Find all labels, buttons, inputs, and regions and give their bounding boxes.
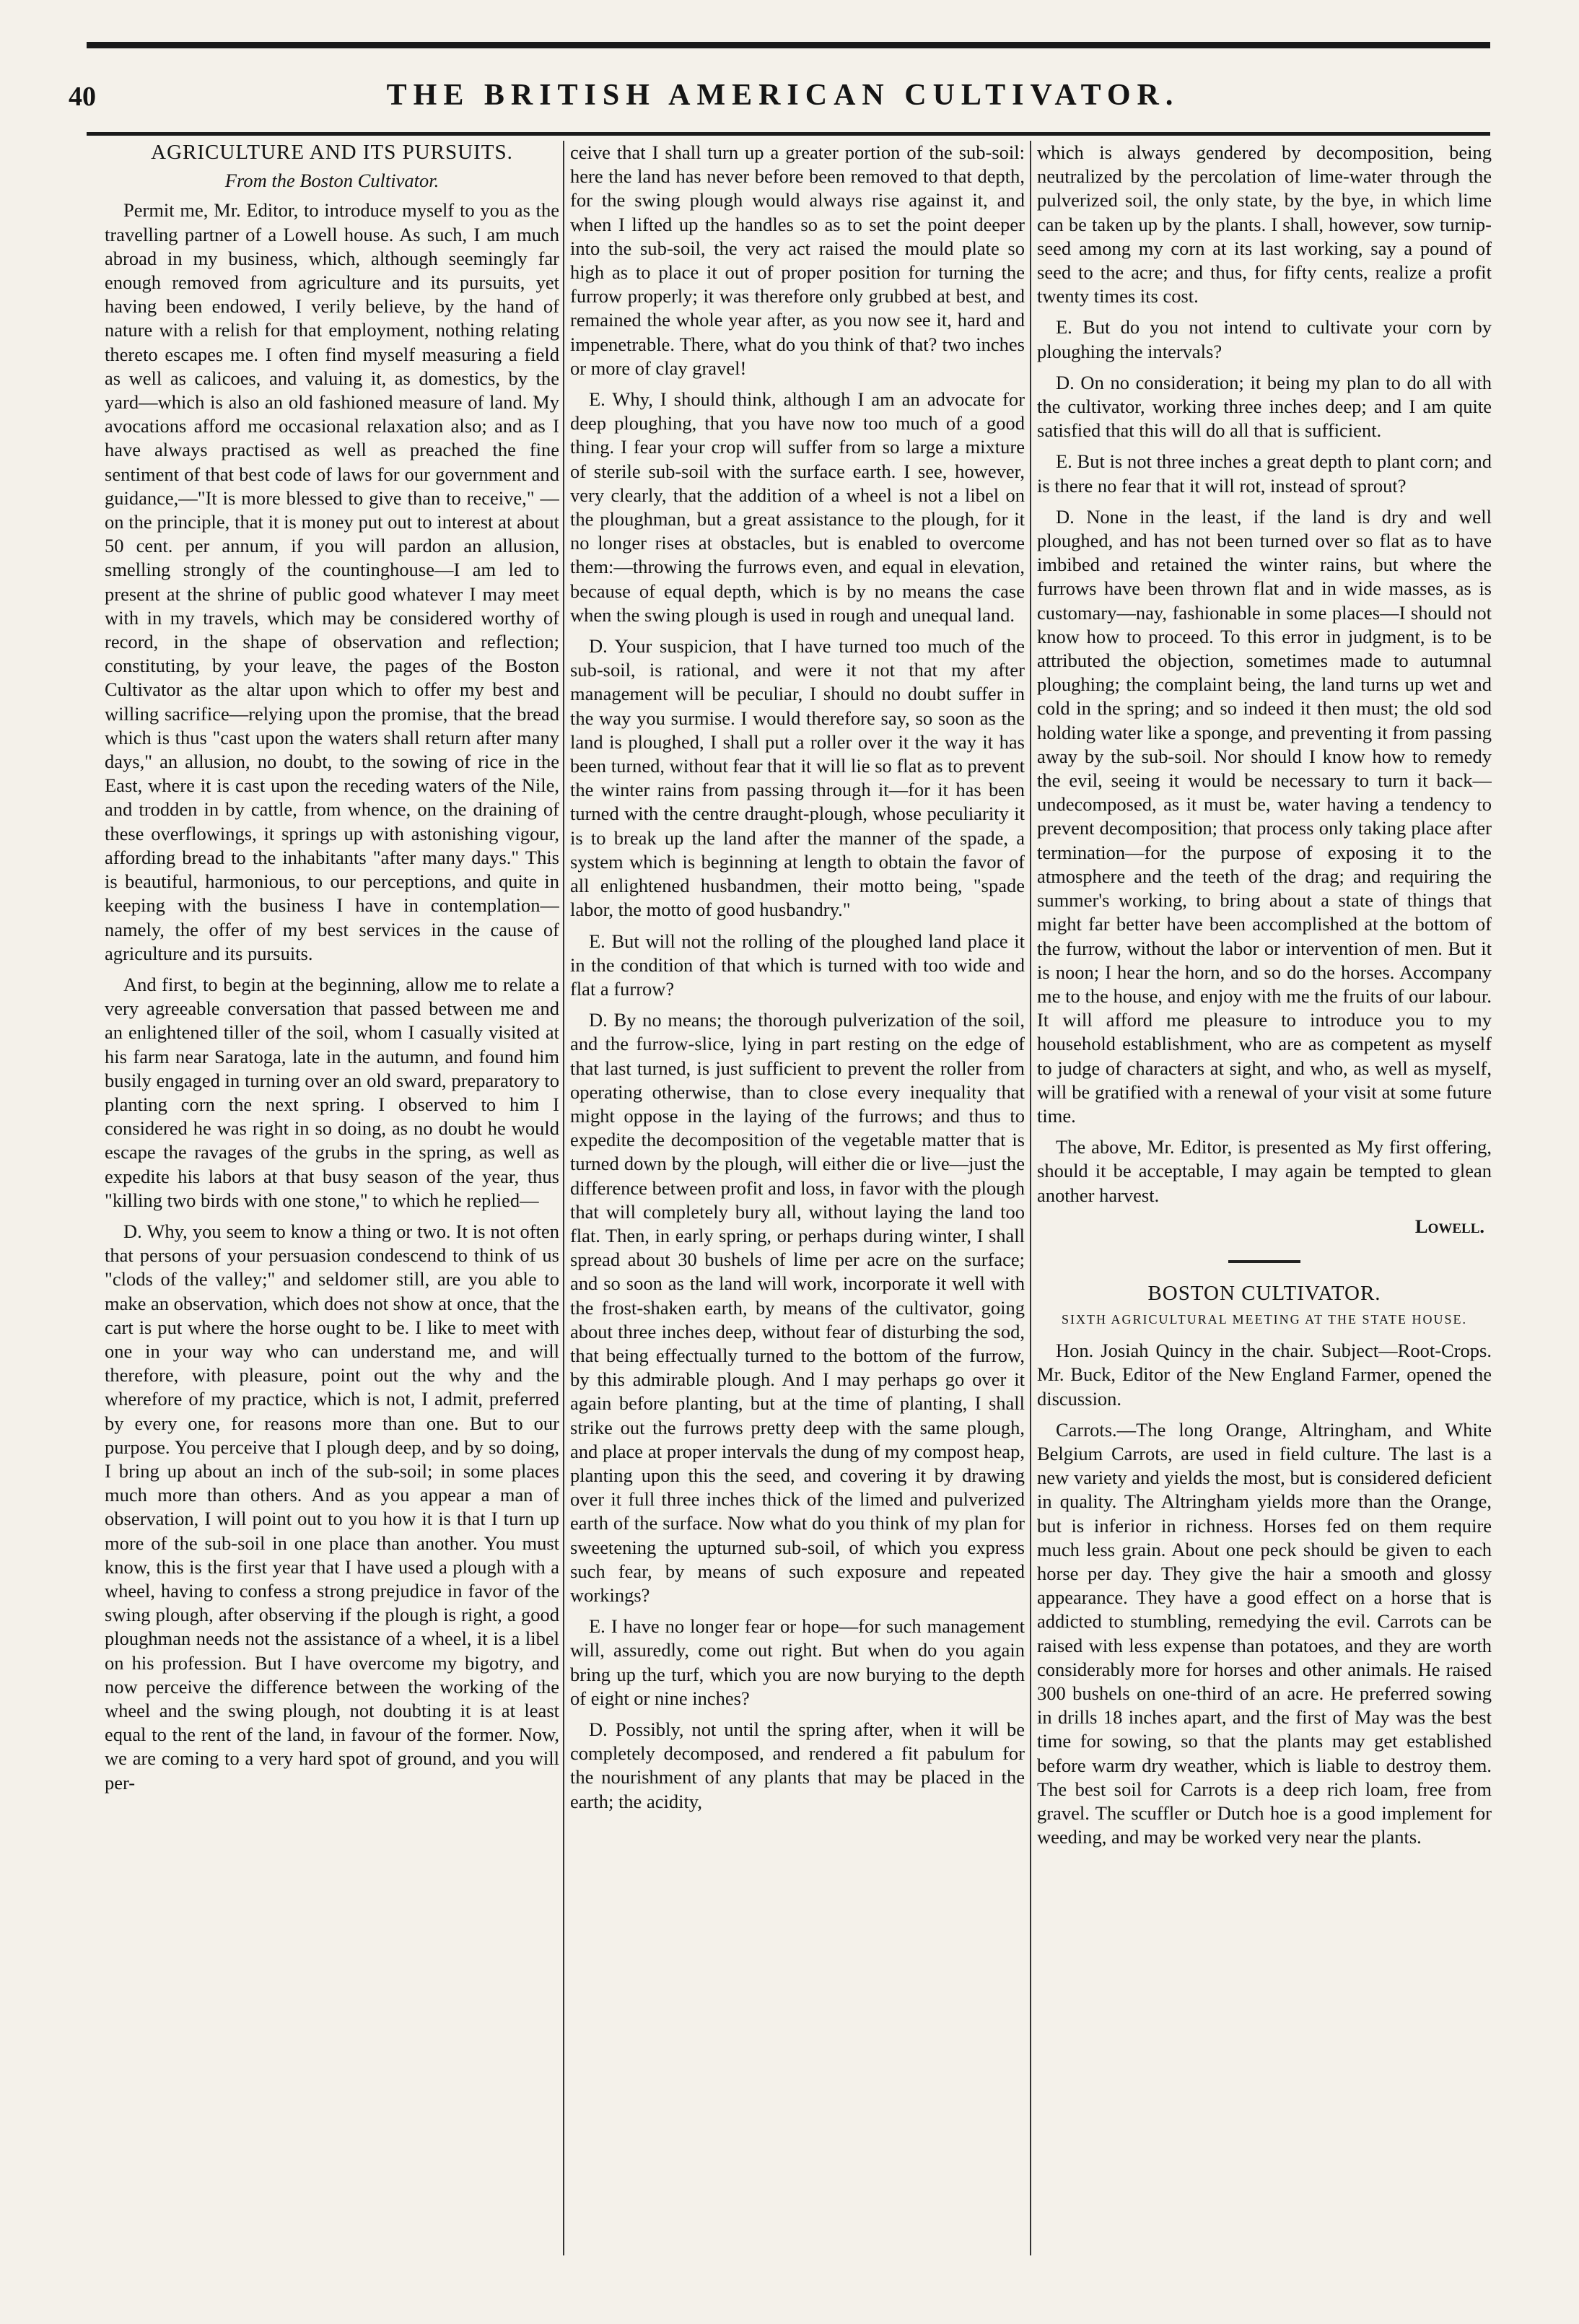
paragraph: D. Possibly, not until the spring after, when it will be completely decomposed, and rendered a fit pabulum for the nourishment of any plants that may be placed in the earth; the acidity, — [570, 1718, 1025, 1812]
page-header — [69, 78, 1497, 128]
paragraph: E. Why, I should think, although I am an advocate for deep ploughing, that you have now too much of a good thing. I fear your crop will suffer from so large a mixture of sterile sub-soil with the surface earth. I see, however, very clearly, that the addition of a wheel is not a libel on the ploughman, but a great assistance to the plough, for it no longer rises at obstacles, but is enabled to overcome them:—throwing the furrows even, and equal in elevation, because of equal depth, which is by no means the case when the swing plough is used in rough and unequal land. — [570, 388, 1025, 626]
paragraph: Hon. Josiah Quincy in the chair. Subject—Root-Crops. Mr. Buck, Editor of the New England Farmer, opened the discussion. — [1037, 1340, 1492, 1410]
paragraph: E. But do you not intend to cultivate your corn by ploughing the intervals? — [1037, 316, 1492, 362]
column-1 — [105, 141, 559, 2263]
article-subheading: SIXTH AGRICULTURAL MEETING AT THE STATE HOUSE. — [1061, 1312, 1468, 1327]
header-rule — [87, 132, 1490, 136]
article-heading: AGRICULTURE AND ITS PURSUITS. — [151, 141, 513, 164]
paragraph: E. I have no longer fear or hope—for such management will, assuredly, come out right. But when do you again bring up the turf, which you are now burying to the depth of eight or nine inches? — [570, 1615, 1025, 1709]
paragraph: And first, to begin at the beginning, allow me to relate a very agreeable conversation that passed between me and an enlightened tiller of the soil, whom I casually visited at his farm near Saratoga, late in the autumn, and found him busily engaged in turning over an old sward, preparatory to planting corn the next spring. I observed to him I considered he was right in so doing, as no doubt he would escape the ravages of the grubs in the spring, as well as expedite his labors at that busy season of the year, thus "killing two birds with one stone," to which he replied— — [105, 973, 559, 1211]
paragraph: D. None in the least, if the land is dry and well ploughed, and has not been turned over so flat as to have imbibed and retained the winter rains, but where the furrows have been thrown flat and in wide masses, as is customary—nay, fashionable in some places—I should not know how to proceed. To this error in judgment, is to be attributed the objection, sometimes made to autumnal ploughing; the complaint being, the land turns up wet and cold in the spring; and so indeed it then must; the old sod holding water like a sponge, and preventing it from passing away by the sub-soil. Nor should I know how to remedy the evil, seeing it would be necessary to turn it back—undecomposed, as it must be, water having a tendency to prevent decomposition; that process only taking place after termination—for the purpose of exposing it to the atmosphere and the teeth of the drag; and requiring the summer's working, to bring about a state of things that might far better have been accomplished at the bottom of the furrow, without the labor or intervention of men. But it is noon; I hear the horn, and so do the horses. Accompany me to the house, and enjoy with me the fruits of our labour. It will afford me pleasure to introduce you to my household establishment, who are as competent as myself to judge of characters at sight, and who, as well as myself, will be gratified with a renewal of your visit at some future time. — [1037, 505, 1492, 1127]
section-divider — [1228, 1260, 1300, 1263]
column-3 — [1037, 141, 1492, 2263]
column-divider — [563, 141, 564, 2255]
article-source: From the Boston Cultivator. — [224, 170, 439, 192]
article-heading: BOSTON CULTIVATOR. — [1147, 1281, 1381, 1305]
paragraph: The above, Mr. Editor, is presented as My first offering, should it be acceptable, I may again be tempted to glean another harvest. — [1037, 1136, 1492, 1206]
column-divider — [1030, 141, 1031, 2255]
paragraph: D. On no consideration; it being my plan to do all with the cultivator, working three inches deep; and I am quite satisfied that this will do all that is sufficient. — [1037, 371, 1492, 442]
paragraph: E. But is not three inches a great depth to plant corn; and is there no fear that it will rot, instead of sprout? — [1037, 450, 1492, 497]
paragraph: D. Your suspicion, that I have turned too much of the sub-soil, is rational, and were it not that my after management will be peculiar, I should no doubt suffer in the way you surmise. I would therefore say, so soon as the land is ploughed, I shall put a roller over it the way it has been turned, without fear that it will lie so flat as to prevent the winter rains from passing through it—for it has been turned with the centre draught-plough, whose peculiarity it is to break up the land after the manner of the spade, a system which is beginning at length to obtain the favor of all enlightened husbandmen, their motto being, "spade labor, the motto of good husbandry." — [570, 635, 1025, 921]
top-decorative-rule — [87, 42, 1490, 48]
page-number: 40 — [69, 82, 96, 112]
paragraph: D. By no means; the thorough pulverization of the soil, and the furrow-slice, lying in part resting on the edge of that last turned, is just sufficient to prevent the roller from operating otherwise, than to close every inequality that might oppose in the laying of the furrows; and thus to expedite the decomposition of the vegetable matter that is turned down by the plough, will either die or live—just the difference between profit and loss, in favor with the plough that will completely bury all, without laying the land too flat. Then, in early spring, or perhaps during winter, I shall spread about 30 bushels of lime per acre on the surface; and so soon as the land will work, incorporate it well with the frost-shaken earth, by means of the cultivator, going about three inches deep, without fear of disturbing the sod, that being effectually turned to the bottom of the furrow, by this admirable plough. And I may perhaps go over it again before planting, but at the time of planting, I shall strike out the furrows pretty deep with the same plough, and place at proper intervals the dung of my compost heap, planting upon this the seed, and covering it by drawing over it full three inches thick of the limed and pulverized earth of the surface. Now what do you think of my plan for sweetening the upturned sub-soil, of which you express such fear, by means of such exposure and repeated workings? — [570, 1009, 1025, 1606]
paragraph: E. But will not the rolling of the ploughed land place it in the condition of that which is turned with too wide and flat a furrow? — [570, 930, 1025, 1000]
column-2 — [570, 141, 1025, 2263]
masthead-title: THE BRITISH AMERICAN CULTIVATOR. — [386, 79, 1180, 112]
paragraph: Carrots.—The long Orange, Altringham, and White Belgium Carrots, are used in field culture. The last is a new variety and yields the most, but is considered deficient in quality. The Altringham yields more than the Orange, but is inferior in richness. Horses fed on them require much less grain. About one peck should be given to each horse per day. They give the hair a smooth and glossy appearance. They have a good effect on a horse that is addicted to stumbling, remedying the evil. Carrots can be raised with less expense than potatoes, and they are worth considerably more for horses and other animals. He raised 300 bushels on one-third of an acre. He preferred sowing in drills 18 inches apart, and the first of May was the best time for sowing, so that the plants may get established before warm dry weather, which is liable to destroy them. The best soil for Carrots is a deep rich loam, free from gravel. The scuffler or Dutch hoe is a good implement for weeding, and may be worked very near the plants. — [1037, 1418, 1492, 1848]
paragraph: ceive that I shall turn up a greater portion of the sub-soil: here the land has never before been removed to that depth, for the swing plough would always rise against it, and when I lifted up the handles so as to set the point deeper into the sub-soil, the very act raised the mould plate so high as to place it out of proper position for turning the furrow properly; it was therefore only grubbed at best, and remained the whole year after, as you now see it, hard and impenetrable. There, what do you think of that? two inches or more of clay gravel! — [570, 141, 1025, 379]
article-signature: Lowell. — [1414, 1215, 1484, 1237]
paragraph: Permit me, Mr. Editor, to introduce myself to you as the travelling partner of a Lowell house. As such, I am much abroad in my business, which, although seemingly far enough removed from agriculture and its pursuits, yet having been endowed, I verily believe, by the hand of nature with a relish for that employment, nothing relating thereto escapes me. I often find myself measuring a field as well as calicoes, and valuing it, as domestics, by the yard—which is also an old fashioned measure of land. My avocations afford me occasional relaxation also; and as I have always practised as well as preached the fine sentiment of that best code of laws for our government and guidance,—"It is more blessed to give than to receive," —on the principle, that it is money put out to interest at about 50 cent. per annum, if you will pardon an allusion, smelling strongly of the countinghouse—I am led to present at the shrine of public good whatever I may meet with in my travels, which may be considered worthy of record, in the shape of observation and reflection; constituting, by your leave, the pages of the Boston Cultivator as the altar upon which to offer my best and willing sacrifice—relying upon the promise, that the bread which is thus "cast upon the waters shall return after many days," an allusion, no doubt, to the sowing of rice in the East, where it is cast upon the receding waters of the Nile, and trodden in by cattle, from whence, on the draining of these overflowings, it springs up with astonishing vigour, affording bread to the inhabitants "after many days." This is beautiful, harmonious, to our perceptions, and quite in keeping with the business I have in contemplation—namely, the offer of my best services in the cause of agriculture and its pursuits. — [105, 199, 559, 964]
paragraph: which is always gendered by decomposition, being neutralized by the percolation of lime-water through the pulverized soil, the only state, by the bye, in which lime can be taken up by the plants. I shall, however, sow turnip-seed among my corn at its last working, say a pound of seed to the acre; and thus, for fifty cents, realize a profit twenty times its cost. — [1037, 141, 1492, 307]
paragraph: D. Why, you seem to know a thing or two. It is not often that persons of your persuasion condescend to think of us "clods of the valley;" and seldomer still, are you able to make an observation, which does not show at once, that the cart is put where the horse ought to be. I like to meet with one in your way who can understand me, and will therefore, with pleasure, point out the why and the wherefore of my practice, which is not, I admit, preferred by every one, for reasons more than one. But to our purpose. You perceive that I plough deep, and by so doing, I bring up about an inch of the sub-soil; in some places much more than others. And as you appear a man of observation, I will point out to you how it is that I turn up more of the sub-soil in one place than another. You must know, this is the first year that I have used a plough with a wheel, having to confess a strong prejudice in favor of the swing plough, after observing if the plough is right, a good ploughman needs not the assistance of a wheel, it is a libel on his profession. But I have overcome my bigotry, and now perceive the difference between the working of the wheel and the swing plough, not doubting it is at least equal to the rent of the land, in favour of the former. Now, we are coming to a very hard spot of ground, and you will per- — [105, 1220, 559, 1794]
